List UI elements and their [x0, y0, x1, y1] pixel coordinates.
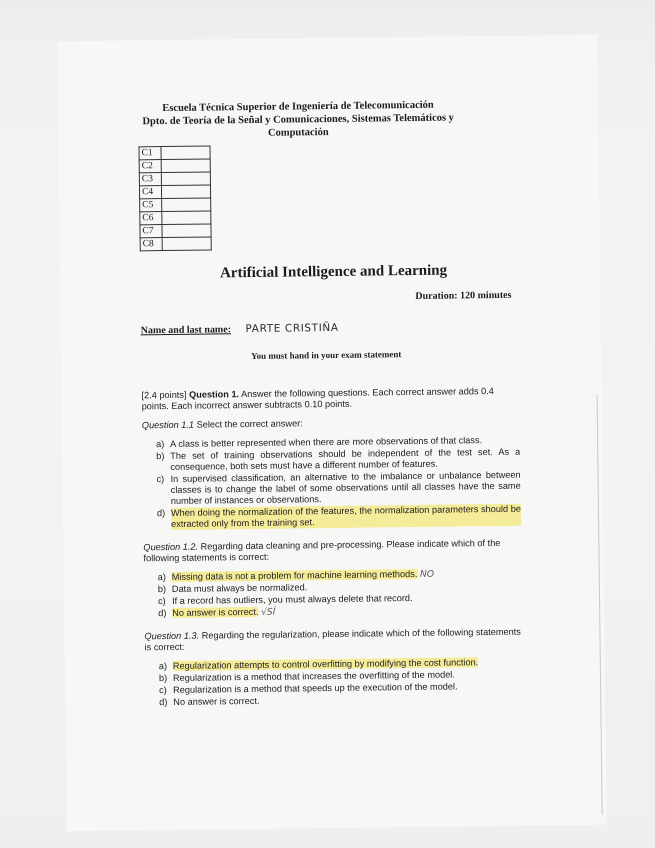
handwritten-no-note: NO — [419, 568, 435, 580]
option-key: a) — [157, 572, 166, 583]
grade-box — [161, 185, 210, 199]
exam-title: Artificial Intelligence and Learning — [219, 262, 448, 282]
option-key: c) — [159, 685, 167, 696]
school-header — [118, 98, 478, 141]
grade-row — [139, 172, 210, 186]
grade-row — [140, 224, 211, 238]
option-key: d) — [156, 508, 166, 519]
grade-row-label: C4 — [139, 186, 161, 199]
question-1-1-options — [142, 435, 521, 531]
grade-row — [140, 198, 211, 212]
question-block — [141, 386, 523, 721]
question-1-1-text: Select the correct answer: — [196, 418, 303, 430]
question-1-3-text: Regarding the regularization, please indicate which of the following statements is correct: — [144, 626, 521, 653]
grade-row-label: C6 — [140, 212, 162, 225]
grade-box — [161, 146, 210, 160]
option-item — [156, 470, 520, 507]
question-1-3-label: Question 1.3. — [144, 630, 200, 642]
handwritten-name: PARTE CRISTIÑA — [245, 321, 339, 336]
question-1-1-label: Question 1.1 — [141, 419, 195, 431]
question-1-3-heading — [144, 627, 522, 654]
grade-row-label: C1 — [139, 147, 161, 160]
option-item — [156, 447, 520, 473]
grade-row — [139, 146, 210, 160]
option-key: a) — [158, 661, 168, 672]
hand-in-notice: You must hand in your exam statement — [250, 349, 402, 361]
name-row — [141, 322, 339, 336]
option-text: No answer is correct. — [173, 695, 260, 707]
option-text: Data must always be normalized. — [171, 582, 308, 594]
question-1-intro — [141, 386, 519, 413]
question-1-2-text: Regarding data cleaning and pre-processing. Please indicate which of the following statements is correct: — [143, 537, 501, 564]
option-key: c) — [156, 474, 165, 485]
option-text: When doing the normalization of the features, the normalization parameters should be extracted only from the training set. — [170, 503, 521, 529]
question-1-text: Answer the following questions. Each correct answer adds 0.4 points. Each incorrect answer subtracts 0.10 points. — [141, 386, 494, 412]
grade-row — [139, 159, 210, 173]
option-text: If a record has outliers, you must always delete that record. — [171, 593, 413, 606]
header-line-2: Dpto. de Teoría de la Señal y Comunicaciones, Sistemas Telemáticos y — [142, 112, 454, 128]
grade-row-label: C3 — [139, 173, 161, 186]
exam-sheet — [57, 35, 607, 832]
question-1-3-options — [145, 657, 524, 709]
option-key: d) — [158, 608, 167, 619]
grade-table — [138, 145, 211, 251]
grade-box — [161, 172, 210, 186]
question-1-1-heading — [142, 416, 520, 432]
question-1-points: [2.4 points] — [141, 389, 187, 401]
header-line-3: Computación — [267, 127, 329, 139]
grade-row — [140, 211, 211, 225]
option-text: Regularization is a method that increases the overfitting of the model. — [172, 669, 455, 683]
option-text: Missing data is not a problem for machine learning methods. — [171, 568, 418, 582]
option-item-highlighted — [157, 504, 521, 530]
option-key: c) — [157, 596, 166, 607]
grade-row — [140, 237, 211, 251]
option-text: No answer is correct. — [172, 606, 259, 618]
option-text: In supervised classification, an alternative to the imbalance or unbalance between classes is to change the label of some observations until all classes have the same number of instances or observations. — [170, 469, 521, 506]
page-edge-line — [597, 395, 603, 815]
option-key: d) — [159, 697, 168, 708]
question-1-label: Question 1. — [188, 389, 240, 400]
grade-row-label: C2 — [139, 160, 161, 173]
option-key: b) — [157, 584, 167, 595]
grade-row-label: C8 — [140, 238, 162, 251]
grade-box — [162, 237, 211, 251]
handwritten-si-note: √SÍ — [260, 606, 276, 618]
question-1-2-label: Question 1.2. — [143, 541, 199, 553]
option-text: Regularization is a method that speeds up the execution of the model. — [173, 681, 458, 695]
question-1-2-options — [144, 568, 523, 620]
option-key: b) — [156, 451, 165, 462]
option-key: a) — [156, 439, 165, 450]
option-text: Regularization attempts to control overfitting by modifying the cost function. — [172, 657, 479, 671]
header-line-1: Escuela Técnica Superior de Ingeniería de Telecomunicación — [162, 99, 434, 115]
grade-box — [162, 211, 211, 225]
name-label: Name and last name: — [140, 324, 232, 337]
grade-row-label: C5 — [140, 199, 162, 212]
grade-box — [161, 159, 210, 173]
grade-box — [162, 224, 211, 238]
grade-row — [139, 185, 210, 199]
grade-row-label: C7 — [140, 225, 162, 238]
question-1-2-heading — [143, 538, 521, 565]
option-text: A class is better represented when there are more observations of that class. — [170, 435, 483, 449]
option-key: b) — [158, 673, 168, 684]
grade-box — [162, 198, 211, 212]
exam-duration: Duration: 120 minutes — [415, 289, 512, 302]
option-text: The set of training observations should be independent of the test set. As a consequence, both sets must have a different number of features. — [170, 446, 521, 472]
